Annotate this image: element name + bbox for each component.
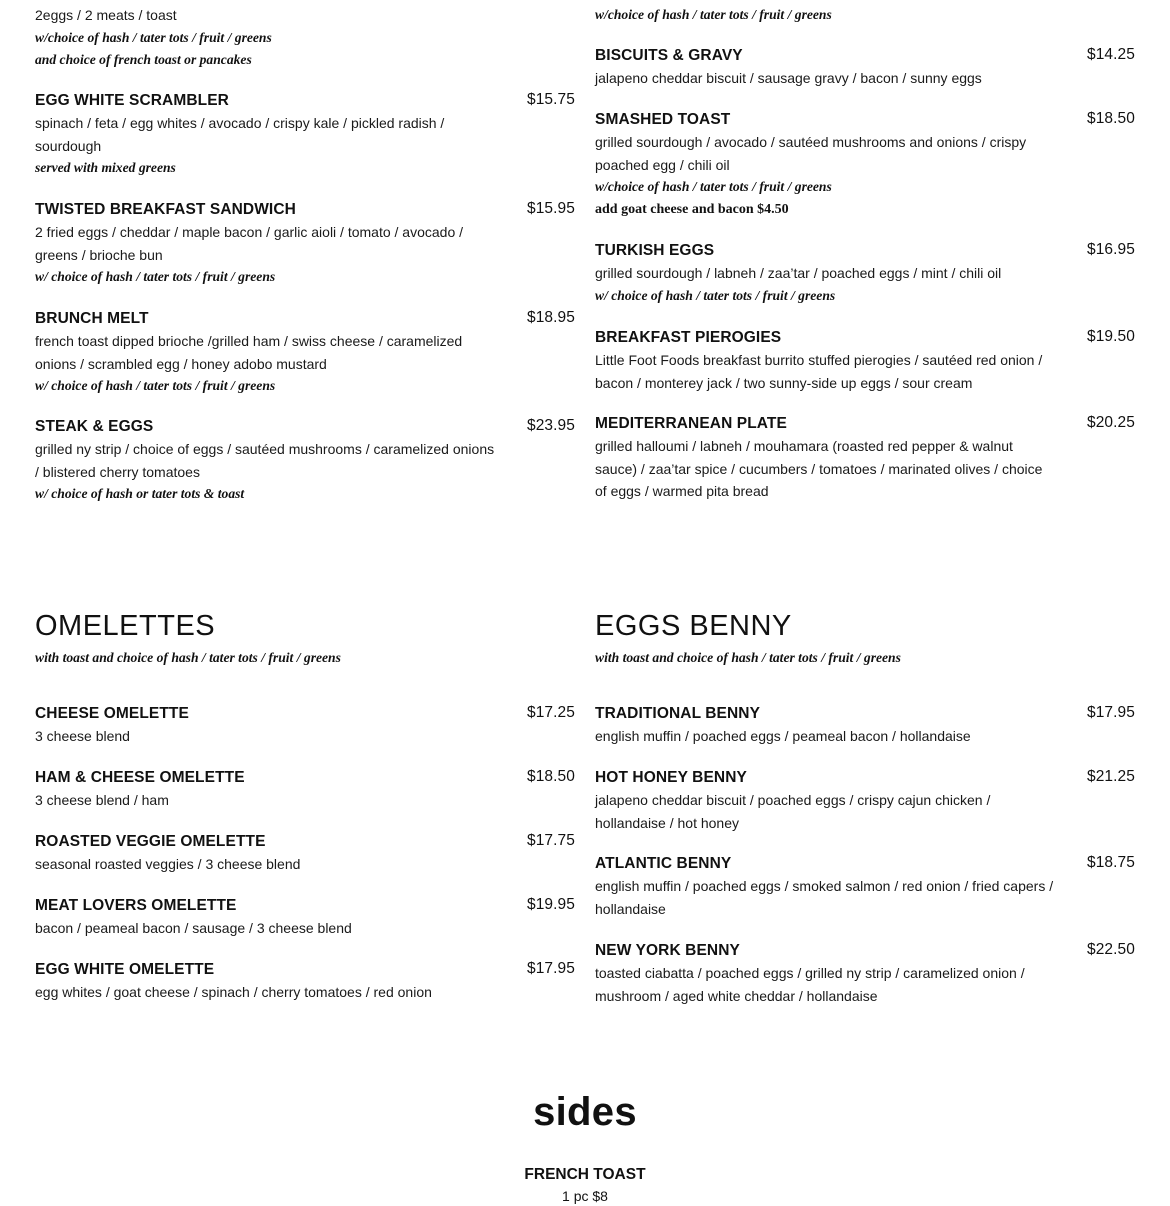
item-note: w/choice of hash / tater tots / fruit / greens — [595, 7, 832, 22]
item-description: seasonal roasted veggies / 3 cheese blend — [35, 856, 301, 872]
item-name: STEAK & EGGS — [35, 418, 154, 435]
side-item-name: FRENCH TOAST — [524, 1166, 646, 1183]
item-name: HAM & CHEESE OMELETTE — [35, 769, 245, 786]
omelettes-subtitle: with toast and choice of hash / tater tots / fruit / greens — [35, 650, 341, 665]
item-note: served with mixed greens — [35, 160, 176, 175]
menu-item — [595, 940, 1135, 1007]
item-price: $18.75 — [1086, 854, 1135, 871]
item-description: 2 fried eggs / cheddar / maple bacon / garlic aioli / tomato / avocado / greens / brioche bun — [35, 224, 464, 263]
item-name: ROASTED VEGGIE OMELETTE — [35, 833, 266, 850]
item-name: EGG WHITE SCRAMBLER — [35, 92, 229, 109]
item-name: TWISTED BREAKFAST SANDWICH — [35, 201, 296, 218]
item-description: grilled halloumi / labneh / mouhamara (roasted red pepper & walnut sauce) / zaa’tar spice / cucumbers / tomatoes / marinated olives / choice of eggs / warmed pita bread — [595, 438, 1043, 499]
item-description: 3 cheese blend / ham — [35, 792, 169, 808]
item-name: BRUNCH MELT — [35, 310, 149, 327]
item-description: grilled sourdough / labneh / zaa’tar / poached eggs / mint / chili oil — [595, 265, 1002, 281]
item-name: BISCUITS & GRAVY — [595, 47, 743, 64]
menu-item — [595, 109, 1135, 221]
item-name: NEW YORK BENNY — [595, 942, 740, 959]
menu-item — [595, 703, 1135, 748]
item-price: $22.50 — [1086, 941, 1135, 958]
item-name: EGG WHITE OMELETTE — [35, 961, 215, 978]
item-description: bacon / peameal bacon / sausage / 3 cheese blend — [35, 920, 352, 936]
menu-item — [595, 327, 1135, 394]
partial-item-right — [595, 4, 1135, 27]
item-description: english muffin / poached eggs / smoked salmon / red onion / fried capers / hollandaise — [595, 878, 1054, 917]
item-description: egg whites / goat cheese / spinach / cherry tomatoes / red onion — [35, 984, 432, 1000]
sides-title: sides — [533, 1090, 637, 1134]
item-note: w/ choice of hash / tater tots / fruit / greens — [35, 378, 276, 393]
item-description: 2eggs / 2 meats / toast — [35, 7, 177, 23]
item-price: $17.25 — [526, 704, 575, 721]
menu-item — [35, 703, 575, 748]
item-price: $21.25 — [1086, 768, 1135, 785]
item-price: $18.50 — [1086, 110, 1135, 127]
item-note: w/ choice of hash / tater tots / fruit / greens — [595, 287, 836, 303]
item-name: TURKISH EGGS — [595, 242, 715, 259]
item-note: w/choice of hash / tater tots / fruit / greens — [595, 179, 832, 194]
side-item-price: 1 pc $8 — [562, 1188, 608, 1204]
item-price: $15.75 — [526, 91, 575, 108]
item-name: ATLANTIC BENNY — [595, 855, 732, 872]
menu-item — [35, 895, 575, 940]
item-price: $17.95 — [526, 960, 575, 977]
eggs-benny-title: EGGS BENNY — [595, 610, 792, 642]
item-description: english muffin / poached eggs / peameal bacon / hollandaise — [595, 728, 971, 744]
item-price: $19.95 — [526, 896, 575, 913]
menu-item — [595, 413, 1135, 503]
item-name: MEAT LOVERS OMELETTE — [35, 897, 237, 914]
item-name: TRADITIONAL BENNY — [595, 705, 761, 722]
item-description: jalapeno cheddar biscuit / poached eggs / crispy cajun chicken / hollandaise / hot honey — [595, 792, 991, 831]
item-description: grilled sourdough / avocado / sautéed mushrooms and onions / crispy poached egg / chili oil — [595, 134, 1027, 173]
item-note: w/choice of hash / tater tots / fruit / greens — [35, 29, 272, 45]
item-price: $19.50 — [1086, 328, 1135, 345]
menu-item — [35, 831, 575, 876]
item-price: $14.25 — [1086, 46, 1135, 63]
item-price: $23.95 — [526, 417, 575, 434]
item-description: Little Foot Foods breakfast burrito stuffed pierogies / sautéed red onion / bacon / monterey jack / two sunny-side up eggs / sour cream — [595, 352, 1043, 391]
menu-item — [35, 767, 575, 812]
menu-item — [595, 45, 1135, 90]
partial-item-left — [35, 4, 575, 72]
item-description: spinach / feta / egg whites / avocado / crispy kale / pickled radish / sourdough — [35, 115, 445, 154]
item-description: grilled ny strip / choice of eggs / sautéed mushrooms / caramelized onions / blistered cherry tomatoes — [35, 441, 495, 480]
menu-item — [35, 90, 575, 180]
item-description: french toast dipped brioche /grilled ham / swiss cheese / caramelized onions / scrambled egg / honey adobo mustard — [35, 333, 463, 372]
item-description: 3 cheese blend — [35, 728, 130, 744]
menu-item — [35, 308, 575, 398]
item-name: BREAKFAST PIEROGIES — [595, 329, 782, 346]
menu-item — [595, 853, 1135, 920]
omelettes-title: OMELETTES — [35, 610, 216, 642]
item-price: $17.95 — [1086, 704, 1135, 721]
item-name: CHEESE OMELETTE — [35, 705, 189, 722]
item-note: w/ choice of hash / tater tots / fruit / greens — [35, 269, 276, 284]
item-price: $18.95 — [526, 309, 575, 326]
item-addon: add goat cheese and bacon $4.50 — [595, 201, 789, 217]
menu-item — [595, 240, 1135, 307]
menu-item — [595, 767, 1135, 834]
item-price: $15.95 — [526, 200, 575, 217]
item-name: SMASHED TOAST — [595, 111, 731, 128]
menu-item — [35, 959, 575, 1004]
item-name: HOT HONEY BENNY — [595, 769, 747, 786]
menu-item — [35, 416, 575, 506]
item-note: and choice of french toast or pancakes — [35, 52, 252, 67]
item-description: toasted ciabatta / poached eggs / grilled ny strip / caramelized onion / mushroom / aged white cheddar / hollandaise — [595, 965, 1025, 1004]
item-price: $18.50 — [526, 768, 575, 785]
item-price: $20.25 — [1086, 414, 1135, 431]
item-name: MEDITERRANEAN PLATE — [595, 415, 787, 432]
item-description: jalapeno cheddar biscuit / sausage gravy / bacon / sunny eggs — [595, 70, 982, 86]
item-price: $17.75 — [526, 832, 575, 849]
item-price: $16.95 — [1086, 241, 1135, 258]
item-note: w/ choice of hash or tater tots & toast — [35, 486, 245, 501]
menu-item — [35, 199, 575, 289]
eggs-benny-subtitle: with toast and choice of hash / tater tots / fruit / greens — [595, 650, 901, 665]
